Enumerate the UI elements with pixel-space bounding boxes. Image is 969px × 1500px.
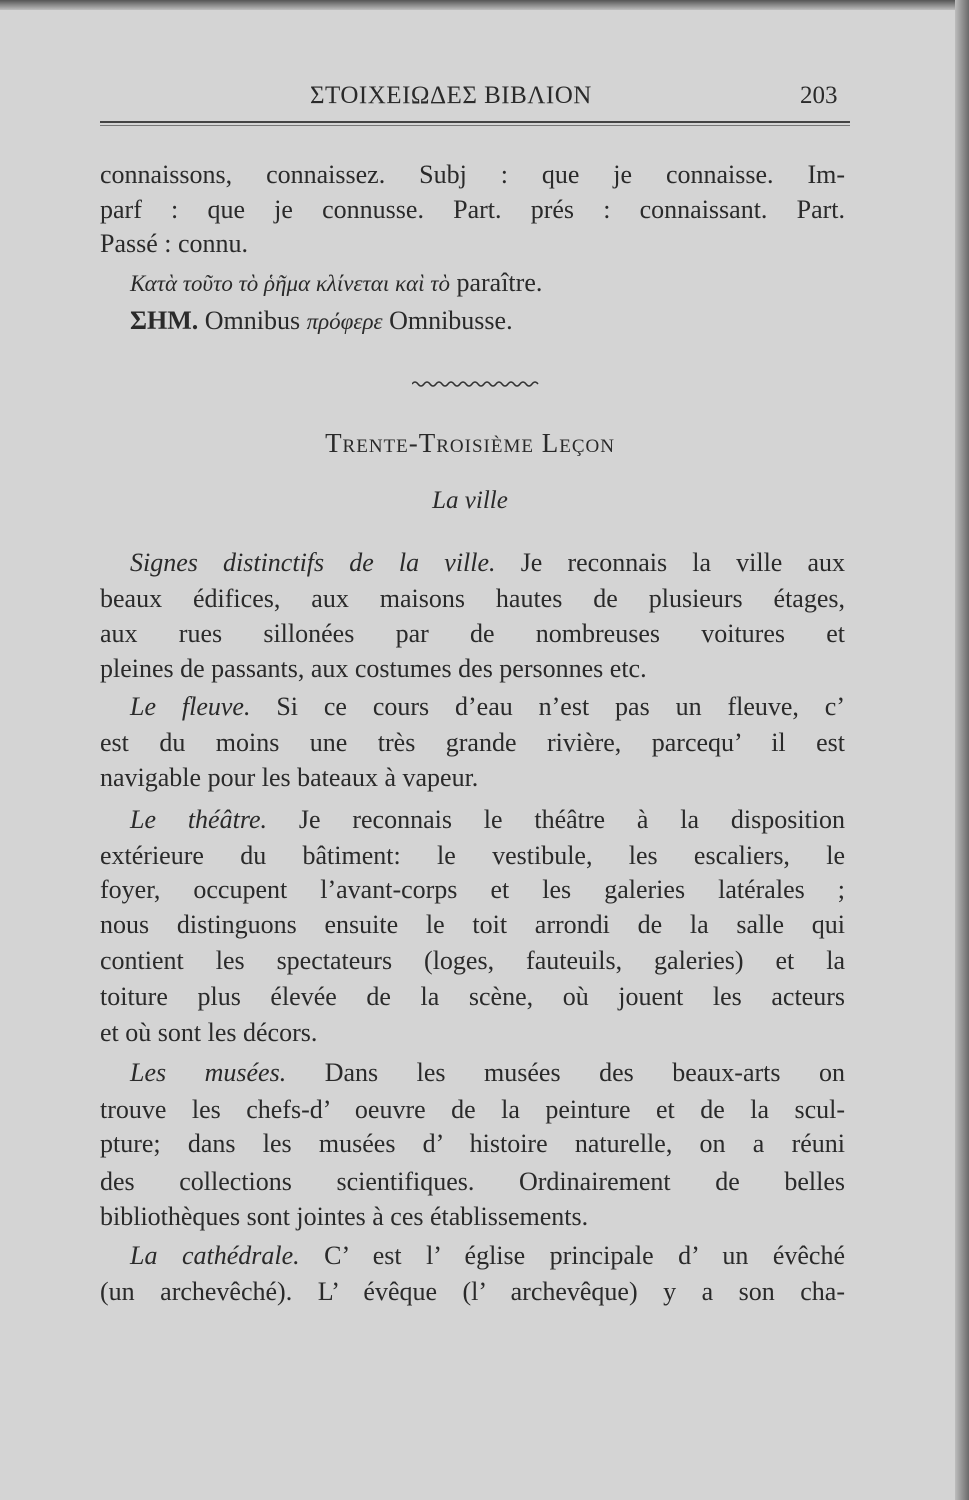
text-line: foyer, occupent l’avant-corps et les galeries latérales ; [100, 875, 845, 904]
greek-note [130, 268, 845, 299]
paragraph-text: Je reconnais le théâtre à la disposition [298, 805, 846, 834]
text-line: (un archevêché). L’ évêque (l’ archevêque) y a son cha- [100, 1277, 845, 1306]
text-line: aux rues sillonées par de nombreuses voitures et [100, 619, 845, 648]
text-line: toiture plus élevée de la scène, où jouent les acteurs [100, 982, 845, 1011]
greek-text: πρόφερε [306, 309, 383, 334]
note-label: ΣΗΜ. [130, 306, 199, 335]
lesson-heading: Trente-Troisième Leçon [325, 428, 615, 458]
text-line: des collections scientifiques. Ordinairement de belles [100, 1167, 845, 1196]
french-text: paraître. [456, 268, 543, 297]
text-line: parf : que je connusse. Part. prés : connaissant. Part. [100, 195, 845, 224]
paragraph-text: C’ est l’ église principale d’ un évêché [324, 1241, 845, 1270]
page-right-edge [955, 0, 969, 1500]
text-line: est du moins une très grande rivière, parcequ’ il est [100, 728, 845, 757]
wavy-ornament [412, 378, 542, 390]
paragraph-lead: Le fleuve. [130, 692, 251, 721]
header-rule [100, 121, 850, 126]
page-top-edge [0, 0, 969, 10]
word: Omnibusse. [389, 306, 513, 335]
text-line: et où sont les décors. [100, 1018, 318, 1047]
paragraph-lead: La cathédrale. [130, 1241, 300, 1270]
paragraph-first-line [130, 692, 845, 722]
text-line: bibliothèques sont jointes à ces établissements. [100, 1202, 589, 1231]
paragraph-first-line [130, 1241, 845, 1271]
paragraph-first-line [130, 805, 845, 835]
paragraph-lead: Le théâtre. [130, 805, 268, 834]
text-line: connaissons, connaissez. Subj : que je connaisse. Im- [100, 160, 845, 189]
text-line: Passé : connu. [100, 229, 249, 258]
running-title: ΣΤΟΙΧΕΙΩΔΕΣ ΒΙΒΛΙΟΝ [310, 82, 592, 109]
page-number: 203 [800, 82, 838, 109]
sem-note [130, 306, 845, 337]
paragraph-text: Je reconnais la ville aux [520, 548, 846, 577]
text-line: extérieure du bâtiment: le vestibule, les escaliers, le [100, 841, 845, 870]
paragraph-first-line [130, 548, 845, 578]
text-line: nous distinguons ensuite le toit arrondi de la salle qui [100, 910, 845, 939]
text-line: contient les spectateurs (loges, fauteuils, galeries) et la [100, 946, 845, 975]
paragraph-lead: Signes distinctifs de la ville. [130, 548, 496, 577]
paragraph-text: Si ce cours d’eau n’est pas un fleuve, c’ [276, 692, 845, 721]
text-line: beaux édifices, aux maisons hautes de plusieurs étages, [100, 584, 845, 613]
text-line: navigable pour les bateaux à vapeur. [100, 763, 479, 792]
word: Omnibus [204, 306, 301, 335]
paragraph-text: Dans les musées des beaux-arts on [324, 1058, 846, 1087]
text-line: pture; dans les musées d’ histoire naturelle, on a réuni [100, 1129, 845, 1158]
lesson-subtitle: La ville [432, 487, 508, 514]
paragraph-lead: Les musées. [130, 1058, 287, 1087]
text-line: trouve les chefs-d’ oeuvre de la peinture et de la scul- [100, 1095, 845, 1124]
paragraph-first-line [130, 1058, 845, 1088]
greek-text: Κατὰ τοῦτο τὸ ῥῆμα κλίνεται καὶ τὸ [130, 271, 450, 296]
text-line: pleines de passants, aux costumes des personnes etc. [100, 654, 647, 683]
